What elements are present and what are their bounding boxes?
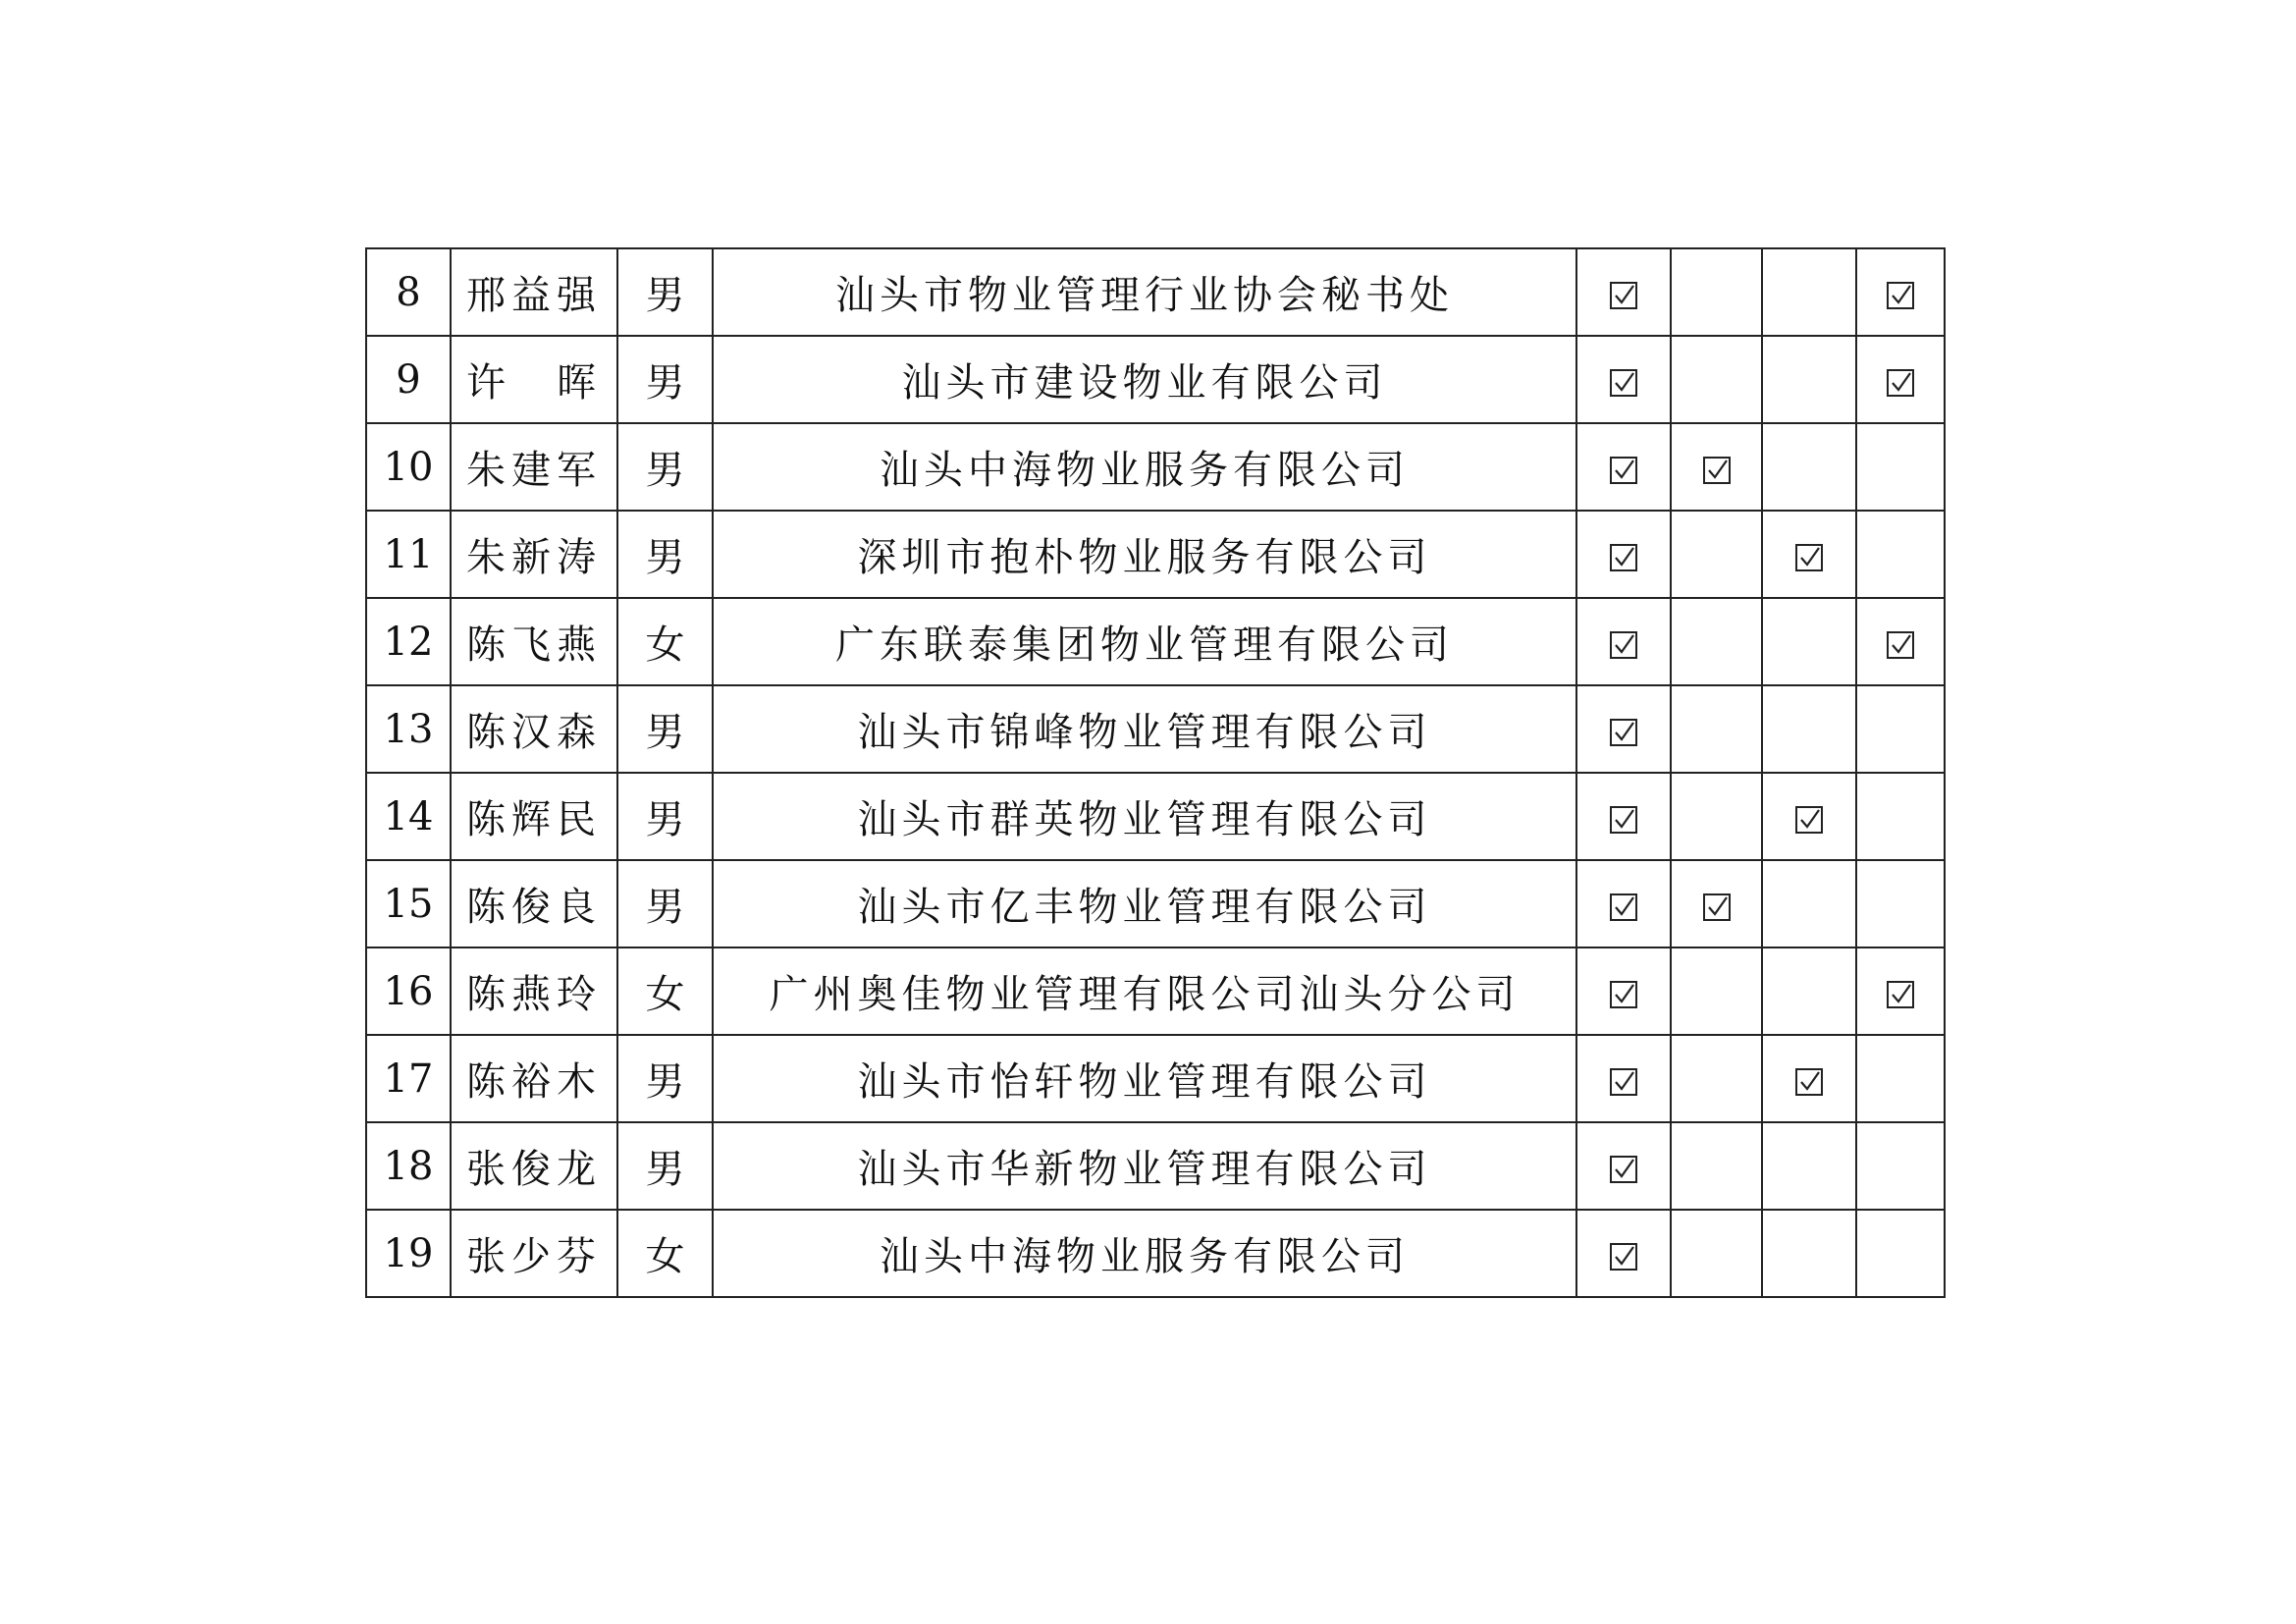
check-cell-1 [1576, 685, 1671, 773]
checkbox-checked-icon [1610, 544, 1637, 571]
check-cell-3 [1762, 947, 1856, 1035]
member-gender: 女 [617, 598, 713, 685]
checkbox-checked-icon [1795, 806, 1823, 834]
row-number: 15 [366, 860, 451, 947]
check-cell-3 [1762, 423, 1856, 511]
member-name: 陈裕木 [451, 1035, 617, 1122]
table-row [366, 860, 1945, 947]
member-gender: 男 [617, 248, 713, 336]
member-gender: 女 [617, 947, 713, 1035]
table-row [366, 511, 1945, 598]
checkbox-checked-icon [1610, 1068, 1637, 1096]
check-cell-3 [1762, 336, 1856, 423]
member-name: 张少芬 [451, 1210, 617, 1297]
check-cell-3 [1762, 773, 1856, 860]
row-number: 12 [366, 598, 451, 685]
check-cell-3 [1762, 1122, 1856, 1210]
table-row [366, 1210, 1945, 1297]
check-cell-2 [1671, 336, 1762, 423]
row-number: 18 [366, 1122, 451, 1210]
check-cell-3 [1762, 860, 1856, 947]
table-row [366, 1122, 1945, 1210]
member-name: 许 晖 [451, 336, 617, 423]
table-row [366, 1035, 1945, 1122]
checkbox-checked-icon [1703, 457, 1731, 484]
check-cell-4 [1856, 336, 1945, 423]
member-company: 汕头市群英物业管理有限公司 [713, 773, 1576, 860]
member-name: 陈汉森 [451, 685, 617, 773]
member-name: 陈辉民 [451, 773, 617, 860]
member-table [365, 247, 1946, 1298]
check-cell-1 [1576, 423, 1671, 511]
member-company: 汕头市建设物业有限公司 [713, 336, 1576, 423]
member-gender: 男 [617, 860, 713, 947]
check-cell-2 [1671, 1210, 1762, 1297]
member-company: 汕头市华新物业管理有限公司 [713, 1122, 1576, 1210]
row-number: 9 [366, 336, 451, 423]
checkbox-checked-icon [1610, 1243, 1637, 1271]
check-cell-3 [1762, 685, 1856, 773]
member-company: 汕头市怡轩物业管理有限公司 [713, 1035, 1576, 1122]
member-company: 广州奥佳物业管理有限公司汕头分公司 [713, 947, 1576, 1035]
checkbox-checked-icon [1887, 631, 1914, 659]
check-cell-1 [1576, 1210, 1671, 1297]
check-cell-4 [1856, 511, 1945, 598]
table-row [366, 773, 1945, 860]
check-cell-1 [1576, 860, 1671, 947]
table-row [366, 336, 1945, 423]
row-number: 13 [366, 685, 451, 773]
checkbox-checked-icon [1795, 1068, 1823, 1096]
check-cell-1 [1576, 773, 1671, 860]
check-cell-2 [1671, 685, 1762, 773]
check-cell-4 [1856, 685, 1945, 773]
member-name: 陈燕玲 [451, 947, 617, 1035]
check-cell-4 [1856, 423, 1945, 511]
table-row [366, 248, 1945, 336]
check-cell-3 [1762, 1035, 1856, 1122]
check-cell-4 [1856, 1122, 1945, 1210]
member-gender: 男 [617, 1122, 713, 1210]
check-cell-2 [1671, 598, 1762, 685]
check-cell-2 [1671, 947, 1762, 1035]
checkbox-checked-icon [1610, 893, 1637, 921]
checkbox-checked-icon [1887, 369, 1914, 397]
checkbox-checked-icon [1610, 981, 1637, 1008]
check-cell-4 [1856, 1035, 1945, 1122]
row-number: 16 [366, 947, 451, 1035]
member-gender: 男 [617, 773, 713, 860]
check-cell-3 [1762, 248, 1856, 336]
checkbox-checked-icon [1887, 282, 1914, 309]
member-gender: 男 [617, 423, 713, 511]
member-name: 张俊龙 [451, 1122, 617, 1210]
check-cell-2 [1671, 860, 1762, 947]
check-cell-4 [1856, 1210, 1945, 1297]
table-row [366, 423, 1945, 511]
check-cell-4 [1856, 860, 1945, 947]
check-cell-4 [1856, 947, 1945, 1035]
check-cell-3 [1762, 511, 1856, 598]
check-cell-2 [1671, 1035, 1762, 1122]
check-cell-3 [1762, 598, 1856, 685]
check-cell-1 [1576, 248, 1671, 336]
checkbox-checked-icon [1610, 719, 1637, 746]
checkbox-checked-icon [1610, 631, 1637, 659]
member-company: 汕头中海物业服务有限公司 [713, 1210, 1576, 1297]
member-name: 陈飞燕 [451, 598, 617, 685]
checkbox-checked-icon [1610, 282, 1637, 309]
row-number: 11 [366, 511, 451, 598]
check-cell-4 [1856, 248, 1945, 336]
check-cell-1 [1576, 598, 1671, 685]
check-cell-3 [1762, 1210, 1856, 1297]
checkbox-checked-icon [1610, 457, 1637, 484]
checkbox-checked-icon [1703, 893, 1731, 921]
check-cell-1 [1576, 947, 1671, 1035]
row-number: 14 [366, 773, 451, 860]
table-row [366, 598, 1945, 685]
row-number: 10 [366, 423, 451, 511]
checkbox-checked-icon [1795, 544, 1823, 571]
member-company: 汕头市亿丰物业管理有限公司 [713, 860, 1576, 947]
checkbox-checked-icon [1610, 1156, 1637, 1183]
checkbox-checked-icon [1610, 806, 1637, 834]
member-name: 朱新涛 [451, 511, 617, 598]
member-gender: 女 [617, 1210, 713, 1297]
member-company: 汕头中海物业服务有限公司 [713, 423, 1576, 511]
member-gender: 男 [617, 336, 713, 423]
member-gender: 男 [617, 685, 713, 773]
check-cell-4 [1856, 773, 1945, 860]
table-row [366, 685, 1945, 773]
check-cell-1 [1576, 1122, 1671, 1210]
member-gender: 男 [617, 1035, 713, 1122]
member-company: 汕头市锦峰物业管理有限公司 [713, 685, 1576, 773]
check-cell-2 [1671, 773, 1762, 860]
member-name: 陈俊良 [451, 860, 617, 947]
member-company: 广东联泰集团物业管理有限公司 [713, 598, 1576, 685]
check-cell-4 [1856, 598, 1945, 685]
member-company: 深圳市抱朴物业服务有限公司 [713, 511, 1576, 598]
row-number: 17 [366, 1035, 451, 1122]
member-name: 朱建军 [451, 423, 617, 511]
table-row [366, 947, 1945, 1035]
check-cell-2 [1671, 1122, 1762, 1210]
member-gender: 男 [617, 511, 713, 598]
checkbox-checked-icon [1610, 369, 1637, 397]
check-cell-1 [1576, 511, 1671, 598]
member-company: 汕头市物业管理行业协会秘书处 [713, 248, 1576, 336]
row-number: 19 [366, 1210, 451, 1297]
check-cell-2 [1671, 511, 1762, 598]
checkbox-checked-icon [1887, 981, 1914, 1008]
check-cell-2 [1671, 248, 1762, 336]
row-number: 8 [366, 248, 451, 336]
table-body [366, 248, 1945, 1297]
check-cell-2 [1671, 423, 1762, 511]
check-cell-1 [1576, 1035, 1671, 1122]
member-name: 邢益强 [451, 248, 617, 336]
check-cell-1 [1576, 336, 1671, 423]
